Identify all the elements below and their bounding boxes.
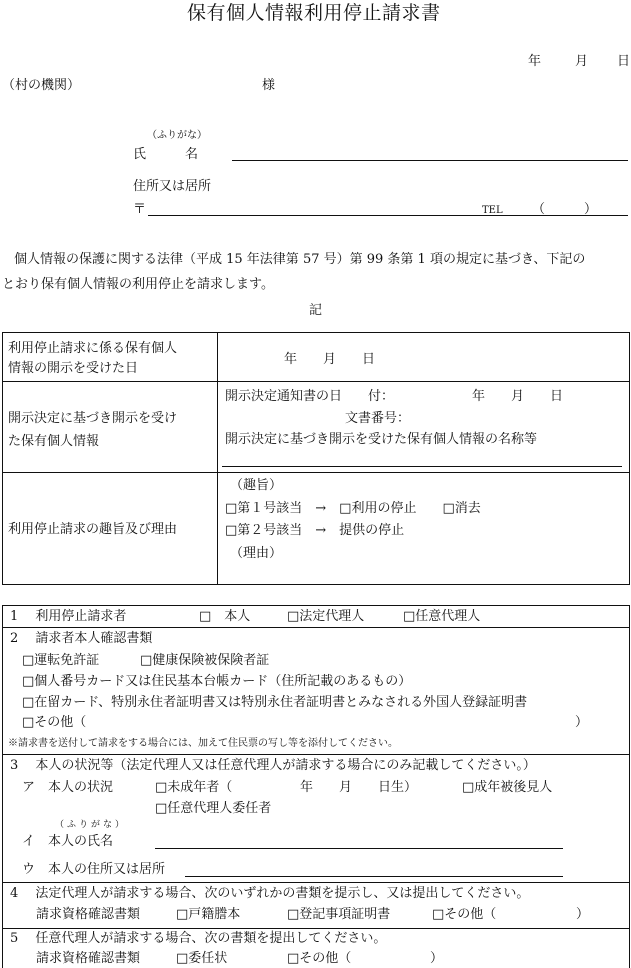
date-month-label: 月 [575, 54, 589, 69]
my-number-card-checkbox[interactable]: □個人番号カード又は住民基本台帳カード（住所記載のあるもの） [22, 674, 412, 689]
name-underline[interactable] [232, 160, 628, 161]
health-insurance-checkbox[interactable]: □健康保険被保険者証 [140, 653, 270, 668]
disclosure-date-field[interactable]: 年 月 日 [284, 352, 376, 367]
page-title: 保有個人情報利用停止請求書 [187, 2, 441, 24]
disclosure-date-label-2: 情報の開示を受けた日 [8, 361, 139, 376]
requester-legal-agent-checkbox[interactable]: □法定代理人 [287, 609, 365, 624]
purpose-option-1[interactable]: □第１号該当 → □利用の停止 □消去 [225, 501, 481, 516]
legal-agent-docs-label: 4 法定代理人が請求する場合、次のいずれかの書類を提示し、又は提出してください。 [10, 886, 530, 901]
principal-name-label: イ 本人の氏名 [22, 834, 114, 849]
purpose-reason-label: 利用停止請求の趣旨及び理由 [8, 522, 178, 537]
legal-agent-other-close: ） [576, 907, 590, 922]
voluntary-principal-checkbox[interactable]: □任意代理人委任者 [155, 801, 272, 816]
tel-label: TEL [482, 205, 503, 216]
addressee-org: （村の機関） [2, 78, 81, 93]
name-furigana-label: （ふりがな） [147, 130, 207, 141]
requester-self-checkbox[interactable]: □ 本人 [199, 609, 251, 624]
ki-heading: 記 [309, 303, 323, 318]
tel-parens: （ ） [532, 202, 598, 217]
address-label: 住所又は居所 [133, 179, 212, 194]
drivers-license-checkbox[interactable]: □運転免許証 [22, 653, 100, 668]
registry-certificate-checkbox[interactable]: □登記事項証明書 [287, 907, 391, 922]
minor-checkbox[interactable]: □未成年者（ [155, 780, 233, 795]
disclosed-info-name-label: 開示決定に基づき開示を受けた保有個人情報の名称等 [225, 432, 538, 447]
postal-mark: 〒 [133, 202, 147, 217]
notice-date-label: 開示決定通知書の日 付： [225, 389, 395, 404]
principal-name-underline[interactable] [155, 848, 563, 849]
date-year-label: 年 [528, 54, 542, 69]
disclosed-info-name-underline[interactable] [222, 466, 622, 467]
identity-docs-note: ※請求書を送付して請求をする場合には、加えて住民票の写し等を添付してください。 [8, 738, 398, 749]
principal-address-underline[interactable] [185, 876, 563, 877]
disclosure-date-label-1: 利用停止請求に係る保有個人 [8, 341, 178, 356]
identity-docs-label: 2 請求者本人確認書類 [10, 631, 153, 646]
voluntary-agent-docs-label: 5 任意代理人が請求する場合、次の書類を提出してください。 [10, 931, 387, 946]
power-of-attorney-checkbox[interactable]: □委任状 [176, 951, 228, 966]
principal-status-label: 3 本人の状況等（法定代理人又は任意代理人が請求する場合にのみ記載してください。） [10, 758, 536, 773]
voluntary-agent-docs-sublabel: 請求資格確認書類 [36, 951, 141, 966]
principal-condition-label: ア 本人の状況 [22, 780, 114, 795]
reason-heading: （理由） [230, 546, 283, 561]
minor-birthdate-field[interactable]: 年 月 日生） [300, 780, 418, 795]
adult-ward-checkbox[interactable]: □成年被後見人 [462, 780, 553, 795]
identity-other-close: ） [575, 715, 589, 730]
voluntary-agent-other-checkbox[interactable]: □その他（ [287, 951, 352, 966]
legal-agent-docs-sublabel: 請求資格確認書類 [36, 907, 141, 922]
date-day-label: 日 [617, 54, 631, 69]
document-number-label: 文書番号： [345, 411, 411, 426]
notice-date-field[interactable]: 年 月 日 [472, 389, 564, 404]
requester-voluntary-agent-checkbox[interactable]: □任意代理人 [403, 609, 481, 624]
family-register-checkbox[interactable]: □戸籍謄本 [176, 907, 241, 922]
disclosed-info-label-1: 開示決定に基づき開示を受け [8, 411, 178, 426]
legal-agent-other-checkbox[interactable]: □その他（ [432, 907, 497, 922]
principal-address-label: ウ 本人の住所又は居所 [22, 862, 166, 877]
purpose-option-2[interactable]: □第２号該当 → 提供の停止 [225, 523, 405, 538]
residence-card-checkbox[interactable]: □在留カード、特別永住者証明書又は特別永住者証明書とみなされる外国人登録証明書 [22, 695, 528, 710]
identity-other-checkbox[interactable]: □その他（ [22, 715, 87, 730]
principal-furigana-label: （ふりがな） [55, 820, 128, 830]
purpose-heading: （趣旨） [230, 478, 283, 493]
intro-line-1: 個人情報の保護に関する法律（平成 15 年法律第 57 号）第 99 条第 1 項の規定に基づき、下記の [14, 252, 586, 267]
addressee-honorific: 様 [262, 78, 276, 93]
voluntary-agent-other-close: ） [430, 951, 444, 966]
requester-type-label: 1 利用停止請求者 [10, 609, 127, 624]
disclosed-info-label-2: た保有個人情報 [8, 434, 100, 449]
intro-line-2: とおり保有個人情報の利用停止を請求します。 [2, 277, 274, 292]
name-label: 氏 名 [133, 147, 199, 162]
